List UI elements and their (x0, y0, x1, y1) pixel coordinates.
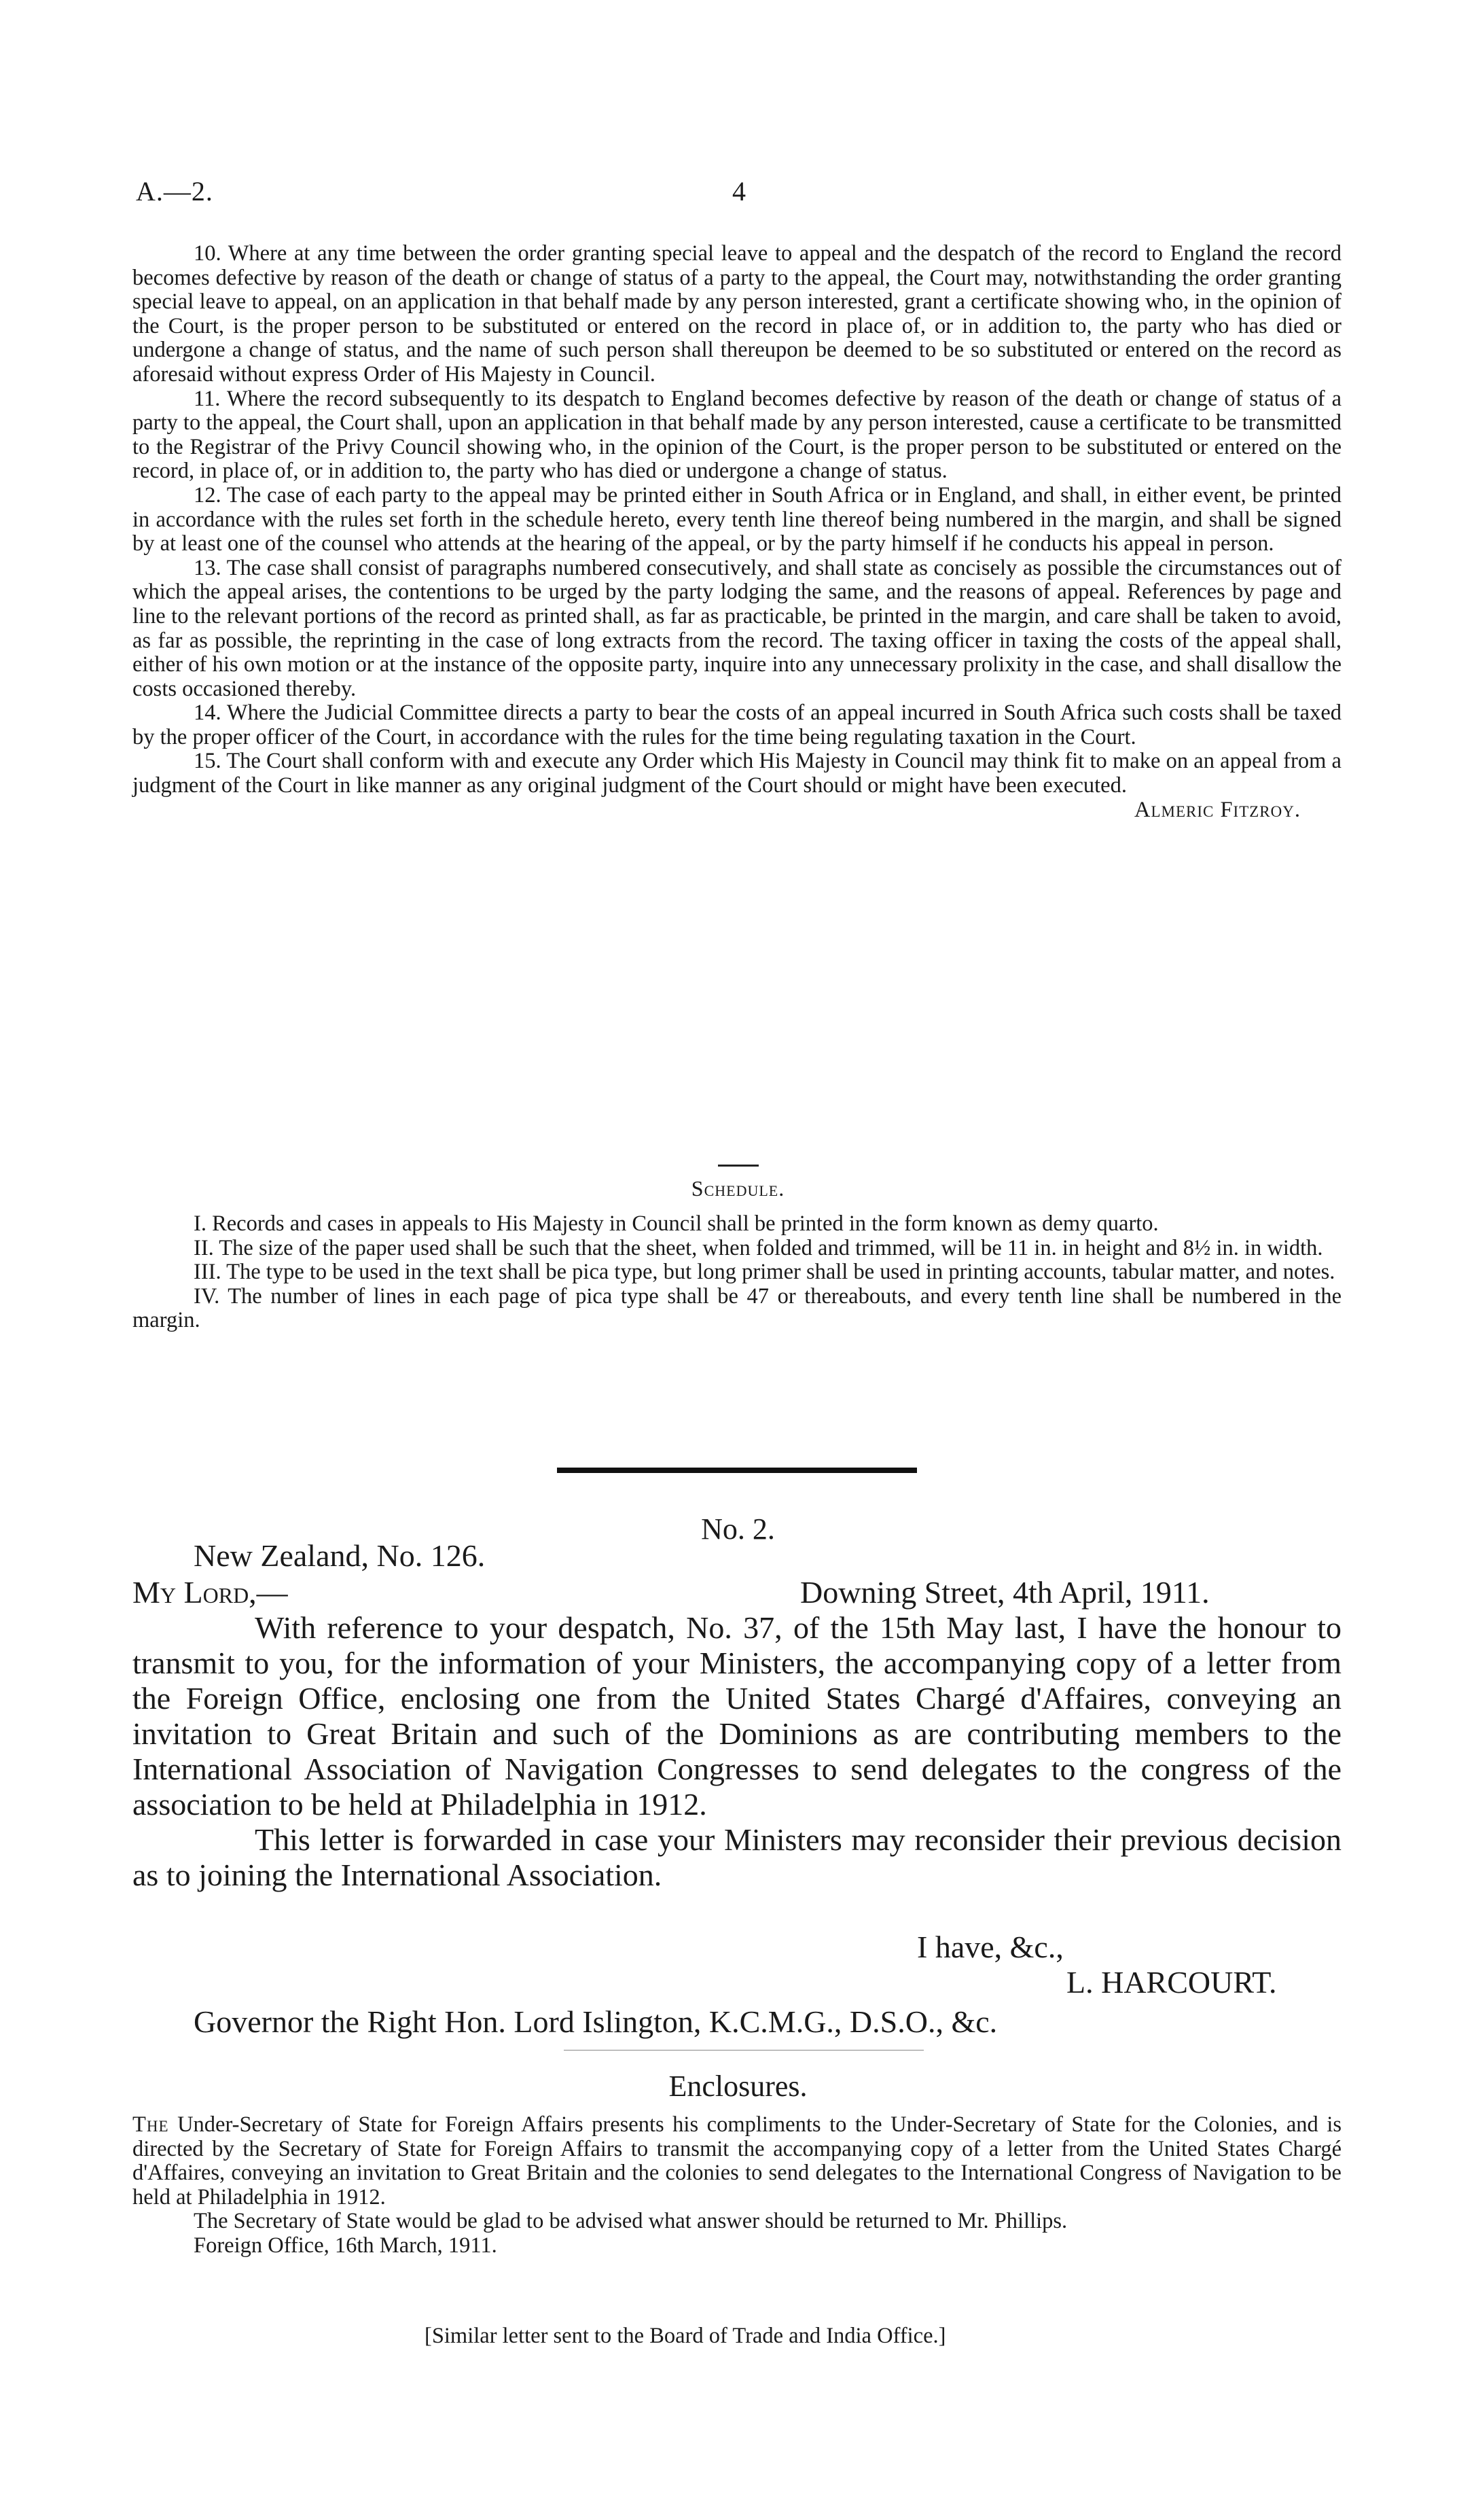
rule-15 (132, 749, 1342, 822)
paper-reference: A.—2. (136, 176, 213, 207)
letter-paragraph-1: With reference to your despatch, No. 37, of the 15th May last, I have the honour to transmit to you, for the information of your Ministers, the accompanying copy of a letter from the Foreign Office, enclosing one from the United States Chargé d'Affaires, conveying an invitation to Great Britain and such of the Dominions as are contributing members to the International Association of Navigation Congresses to send delegates to the congress of the association to be held at Philadelphia in 1912. (132, 1610, 1342, 1822)
rule-15-signature: Almeric Fitzroy. (1134, 797, 1301, 822)
schedule-title: Schedule. (691, 1176, 785, 1201)
rule-12: 12. The case of each party to the appeal may be printed either in South Africa or in England, and shall, in either event, be printed in accordance with the rules set forth in the schedule hereto, every tenth line thereof being numbered in the margin, and shall be signed by at least one of the counsel who attends at the hearing of the appeal, or by the party himself if he conducts his appeal in person. (132, 482, 1342, 556)
enclosure-lead-caps: The (132, 2112, 169, 2137)
section-divider-thin (564, 2050, 924, 2051)
rules-section (132, 242, 1342, 822)
schedule-item-3: III. The type to be used in the text shall be pica type, but long primer shall be used in printing accounts, tabular matter, and notes. (194, 1260, 1335, 1285)
letter-place-date: Downing Street, 4th April, 1911. (800, 1575, 1210, 1610)
enclosures-body (132, 2113, 1342, 2258)
rule-14: 14. Where the Judicial Committee directs a party to bear the costs of an appeal incurred in South Africa such costs shall be taxed by the proper officer of the Court, in accordance with the rules for the time being regulating taxation in the Court. (132, 700, 1342, 749)
enclosure-note: [Similar letter sent to the Board of Trade and India Office.] (425, 2324, 946, 2348)
schedule-item-1: I. Records and cases in appeals to His Majesty in Council shall be printed in the form known as demy quarto. (194, 1211, 1159, 1236)
enclosure-dateline: Foreign Office, 16th March, 1911. (194, 2233, 497, 2258)
letter-salutation: My Lord,— (132, 1575, 288, 1610)
letter-closing: I have, &c., (917, 1930, 1064, 1964)
enclosure-paragraph-1-text: Under-Secretary of State for Foreign Affairs presents his compliments to the Under-Secretary of State for the Colonies, and is directed by the Secretary of State for Foreign Affairs to transmit the accompanying copy of a letter from the United States Chargé d'Affaires, conveying an invitation to Great Britain and the colonies to send delegates to the International Congress of Navigation to be held at Philadelphia in 1912. (132, 2112, 1342, 2210)
letter-number: No. 2. (701, 1512, 775, 1546)
letter-signature: L. HARCOURT. (1066, 1965, 1277, 2000)
rule-15-text: 15. The Court shall conform with and execute any Order which His Majesty in Council may think fit to make on an appeal from a judgment of the Court in like manner as any original judgment of the Court should or might have been executed. (132, 749, 1342, 798)
enclosure-paragraph-1 (132, 2113, 1342, 2210)
schedule-item-4: IV. The number of lines in each page of pica type shall be 47 or thereabouts, and every tenth line shall be numbered in the margin. (132, 1283, 1342, 1333)
enclosure-paragraph-2: The Secretary of State would be glad to be advised what answer should be returned to Mr. Phillips. (194, 2209, 1068, 2234)
rule-10: 10. Where at any time between the order granting special leave to appeal and the despatch of the record to England the record becomes defective by reason of the death or change of status of a party to the appeal, the Court may, notwithstanding the order granting special leave to appeal, on an application in that behalf made by any person interested, grant a certificate showing who, in the opinion of the Court, is the proper person to be substituted or entered on the record in place of, or in addition to, the party who has died or undergone a change of status, and the name of such person shall thereupon be deemed to be so substituted or entered on the record as aforesaid without express Order of His Majesty in Council. (132, 241, 1342, 387)
letter-body (132, 1610, 1342, 1893)
letter-paragraph-2: This letter is forwarded in case your Ministers may reconsider their previous decision as to joining the International Association. (132, 1822, 1342, 1892)
letter-addressee: Governor the Right Hon. Lord Islington, K.C.M.G., D.S.O., &c. (194, 2004, 998, 2039)
letter-reference: New Zealand, No. 126. (194, 1538, 486, 1573)
schedule-item-2: II. The size of the paper used shall be such that the sheet, when folded and trimmed, will be 11 in. in height and 8½ in. in width. (194, 1235, 1323, 1260)
page-number: 4 (732, 176, 746, 207)
enclosures-title: Enclosures. (668, 2070, 808, 2103)
rule-11: 11. Where the record subsequently to its despatch to England becomes defective by reason of the death or change of status of a party to the appeal, the Court shall, upon an application in that behalf made by any person interested, cause a certificate to be transmitted to the Registrar of the Privy Council showing who, in the opinion of the Court, is the proper person to be substituted or entered on the record, in place of, or in addition to, the party who has died or undergone a change of status. (132, 386, 1342, 484)
section-divider-thick (557, 1468, 917, 1473)
rule-13: 13. The case shall consist of paragraphs numbered consecutively, and shall state as concisely as possible the circumstances out of which the appeal arises, the contentions to be urged by the party lodging the same, and the reasons of appeal. References by page and line to the relevant portions of the record as printed shall, as far as practicable, be printed in the margin, and care shall be taken to avoid, as far as possible, the reprinting in the case of long extracts from the record. The taxing officer in taxing the costs of the appeal shall, either of his own motion or at the instance of the opposite party, inquire into any unnecessary prolixity in the case, and shall disallow the costs occasioned thereby. (132, 555, 1342, 701)
section-divider-short (718, 1165, 759, 1167)
schedule-list (132, 1212, 1342, 1333)
